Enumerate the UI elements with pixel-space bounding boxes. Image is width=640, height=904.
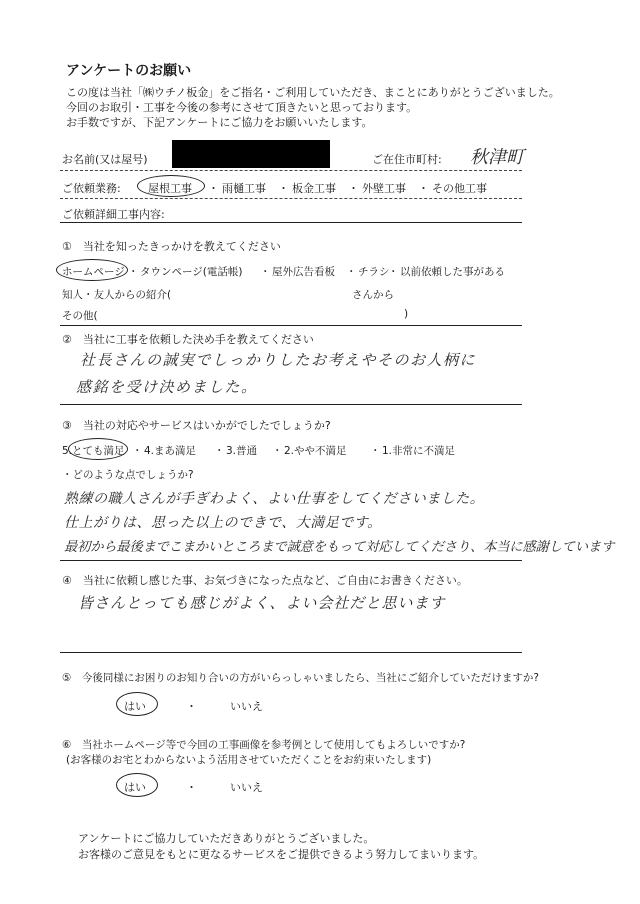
- q2-answer-line: 感銘を受け決めました。: [76, 378, 258, 396]
- intro-line: お手数ですが、下記アンケートにご協力をお願いいたします。: [66, 116, 373, 129]
- q1-option-previous[interactable]: 以前依頼した事がある: [400, 266, 505, 278]
- q1-referral-suffix: さんから: [352, 289, 394, 301]
- selected-circle: [137, 175, 205, 197]
- q3-rating-4[interactable]: 4.まあ満足: [144, 445, 197, 457]
- q3-answer-line: 熟練の職人さんが手ぎわよく、よい仕事をしてくださいました。: [64, 491, 485, 507]
- q5-no-option[interactable]: いいえ: [230, 700, 263, 713]
- row-underline: [60, 222, 522, 223]
- q3-followup: ・どのような点でしょうか?: [62, 469, 194, 481]
- survey-title: アンケートのお願い: [66, 63, 192, 79]
- q3-rating-5[interactable]: 5.とても満足: [62, 445, 125, 457]
- footer-line: アンケートにご協力していただきありがとうございました。: [78, 832, 375, 845]
- q3-rating-2[interactable]: 2.やや不満足: [284, 445, 347, 457]
- q2-answer-line: 社長さんの誠実でしっかりしたお考えやそのお人柄に: [80, 351, 477, 369]
- q1-referral-label: 知人・友人からの紹介(: [62, 289, 172, 301]
- redacted-name: [172, 140, 330, 168]
- town-value: 秋津町: [470, 147, 524, 168]
- q3-answer-line: 仕上がりは、思った以上のできで、大満足です。: [64, 515, 382, 531]
- selected-circle: [116, 773, 158, 797]
- work-option-other[interactable]: その他工事: [432, 182, 487, 195]
- q6-separator: ・: [186, 781, 197, 794]
- row-underline: [60, 198, 522, 199]
- work-label: ご依頼業務:: [62, 182, 121, 195]
- q5-question: ⑤ 今後同様にお困りのお知り合いの方がいらっしゃいましたら、当社にご紹介していただけますか?: [62, 672, 539, 684]
- q6-question: ⑥ 当社ホームページ等で今回の工事画像を参考例として使用してもよろしいですか?: [62, 739, 466, 751]
- section-divider: [60, 560, 522, 561]
- selected-circle: [68, 438, 128, 460]
- town-label: ご在住市町村:: [372, 153, 442, 166]
- section-divider: [60, 652, 522, 653]
- name-label: お名前(又は屋号): [62, 153, 148, 166]
- q4-question: ④ 当社に依頼し感じた事、お気づきになった点など、ご自由にお書きください。: [62, 574, 468, 587]
- work-option-roof[interactable]: 屋根工事: [148, 182, 192, 195]
- q3-rating-1[interactable]: 1.非常に不満足: [382, 445, 456, 457]
- q6-note: (お客様のお宅とわからないよう活用させていただくことをお約束いたします): [66, 754, 432, 766]
- section-divider: [60, 404, 522, 405]
- q1-option-flyer[interactable]: チラシ: [358, 266, 390, 278]
- q3-question: ③ 当社の対応やサービスはいかがでしたでしょうか?: [62, 419, 331, 432]
- q6-no-option[interactable]: いいえ: [230, 781, 263, 794]
- q3-answer-line: 最初から最後までこまかいところまで誠意をもって対応してくださり、本当に感謝しています: [64, 540, 615, 555]
- q1-other-close: ): [404, 308, 409, 320]
- q1-option-townpage[interactable]: タウンページ(電話帳): [140, 266, 243, 278]
- detail-label: ご依頼詳細工事内容:: [62, 208, 165, 221]
- selected-circle: [116, 692, 158, 716]
- section-divider: [60, 325, 522, 326]
- q1-option-homepage[interactable]: ホームページ: [62, 266, 125, 278]
- q1-question: ① 当社を知ったきっかけを教えてください: [62, 240, 281, 253]
- work-option-sheet-metal[interactable]: 板金工事: [292, 182, 336, 195]
- q1-option-billboard[interactable]: 屋外広告看板: [272, 266, 335, 278]
- selected-circle: [56, 259, 128, 281]
- q5-separator: ・: [186, 700, 197, 713]
- intro-line: この度は当社「㈱ウチノ板金」をご指名・ご利用していただき、まことにありがとうございました。: [66, 86, 560, 99]
- q3-rating-3[interactable]: 3.普通: [226, 445, 258, 457]
- q6-yes-option[interactable]: はい: [124, 781, 146, 794]
- intro-line: 今回のお取引・工事を今後の参考にさせて頂きたいと思っております。: [66, 101, 418, 114]
- q1-other-label: その他(: [62, 310, 98, 322]
- q4-answer: 皆さんとっても感じがよく、よい会社だと思います: [78, 594, 446, 612]
- row-underline: [60, 170, 522, 171]
- q5-yes-option[interactable]: はい: [124, 700, 146, 713]
- work-option-siding[interactable]: 外壁工事: [362, 182, 406, 195]
- work-option-gutter[interactable]: 雨樋工事: [222, 182, 266, 195]
- footer-line: お客様のご意見をもとに更なるサービスをご提供できるよう努力してまいります。: [78, 848, 485, 861]
- q2-question: ② 当社に工事を依頼した決め手を教えてください: [62, 333, 314, 346]
